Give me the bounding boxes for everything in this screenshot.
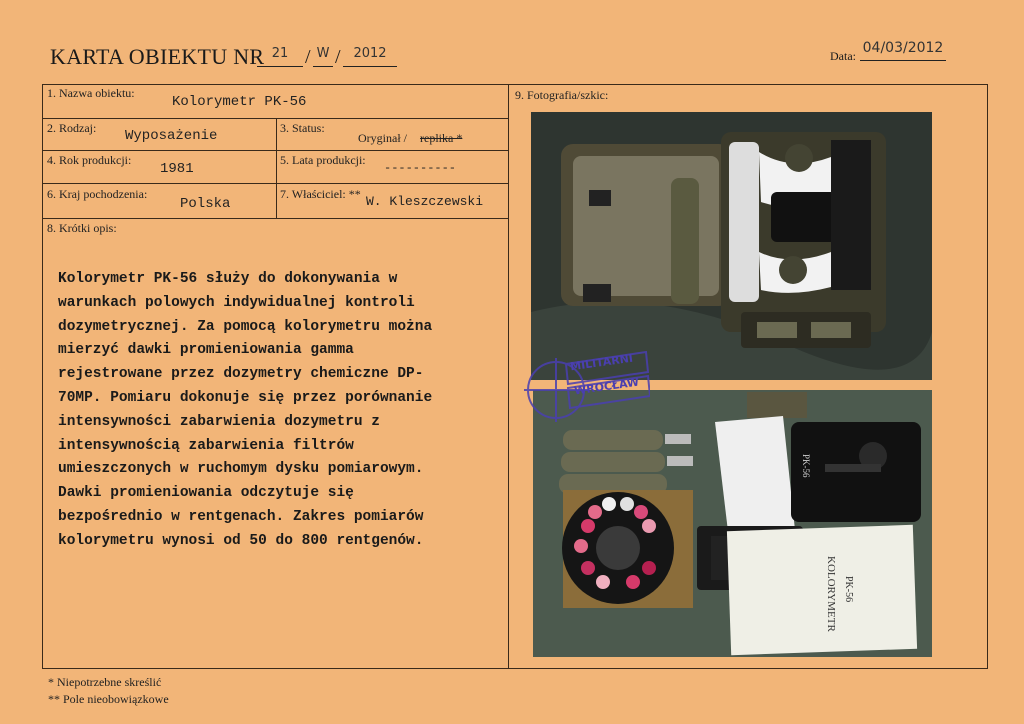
case-photo-drawing <box>531 112 932 380</box>
photo-case <box>531 112 932 380</box>
production-years-label: 5. Lata produkcji: <box>280 153 366 167</box>
photo-label: 9. Fotografia/szkic: <box>515 88 609 102</box>
row-divider <box>42 150 508 151</box>
device-label: PK-56 <box>801 454 811 478</box>
name-value: Kolorymetr PK-56 <box>172 94 307 110</box>
type-value: Wyposażenie <box>125 128 218 144</box>
country-value: Polska <box>180 196 231 212</box>
militarni-wroclaw-stamp <box>520 350 650 440</box>
footnote-1: * Niepotrzebne skreślić <box>48 675 162 689</box>
date-value: 04/03/2012 <box>860 40 946 61</box>
booklet-title: KOLORYMETR <box>825 556 837 632</box>
description-label: 8. Krótki opis: <box>47 221 117 235</box>
status-label: 3. Status: <box>280 121 325 135</box>
name-label: 1. Nazwa obiektu: <box>47 86 135 100</box>
separator-1: / <box>305 46 311 68</box>
card-title: KARTA OBIEKTU NR <box>50 44 265 69</box>
object-year-field: 2012 <box>343 46 397 67</box>
production-year-label: 4. Rok produkcji: <box>47 153 132 167</box>
status-replica: replika * <box>420 131 463 145</box>
production-year-value: 1981 <box>160 161 194 177</box>
country-label: 6. Kraj pochodzenia: <box>47 187 148 201</box>
object-number-field: 21 <box>257 46 303 67</box>
separator-2: / <box>335 46 341 68</box>
stamp-line1: MILITARNI <box>569 351 634 374</box>
stamp-line2: WROCŁAW <box>573 375 640 398</box>
type-label: 2. Rodzaj: <box>47 121 97 135</box>
row-divider <box>42 118 508 119</box>
object-section-field: W <box>313 46 333 67</box>
row-divider <box>42 218 508 219</box>
owner-value: W. Kleszczewski <box>366 194 484 209</box>
row-divider <box>42 183 508 184</box>
column-divider <box>276 118 277 218</box>
panel-divider <box>508 84 509 669</box>
footnote-2: ** Pole nieobowiązkowe <box>48 692 169 706</box>
date-label: Data: <box>830 49 856 63</box>
production-years-value: ---------- <box>384 161 457 175</box>
owner-label: 7. Właściciel: ** <box>280 187 361 201</box>
description-text: Kolorymetr PK-56 służy do dokonywania w warunkach polowych indywidualnej kontroli dozymetrycznej. Za pomocą kolorymetru można mierzyć dawki promieniowania gamma rejestrowane przez dozymetry chemiczne DP- 70MP. Pomiaru dokonuje się przez porównanie intensywności zabarwienia dozymetru z intensywnością zabarwienia filtrów umieszczonych w ruchomym dysku pomiarowym. Dawki promieniowania odczytuje się bezpośrednio w rentgenach. Zakres pomiarów kolorymetru wynosi od 50 do 800 rentgenów. <box>58 271 433 549</box>
booklet-subtitle: PK-56 <box>843 576 854 603</box>
status-original: Oryginał / <box>358 131 407 145</box>
